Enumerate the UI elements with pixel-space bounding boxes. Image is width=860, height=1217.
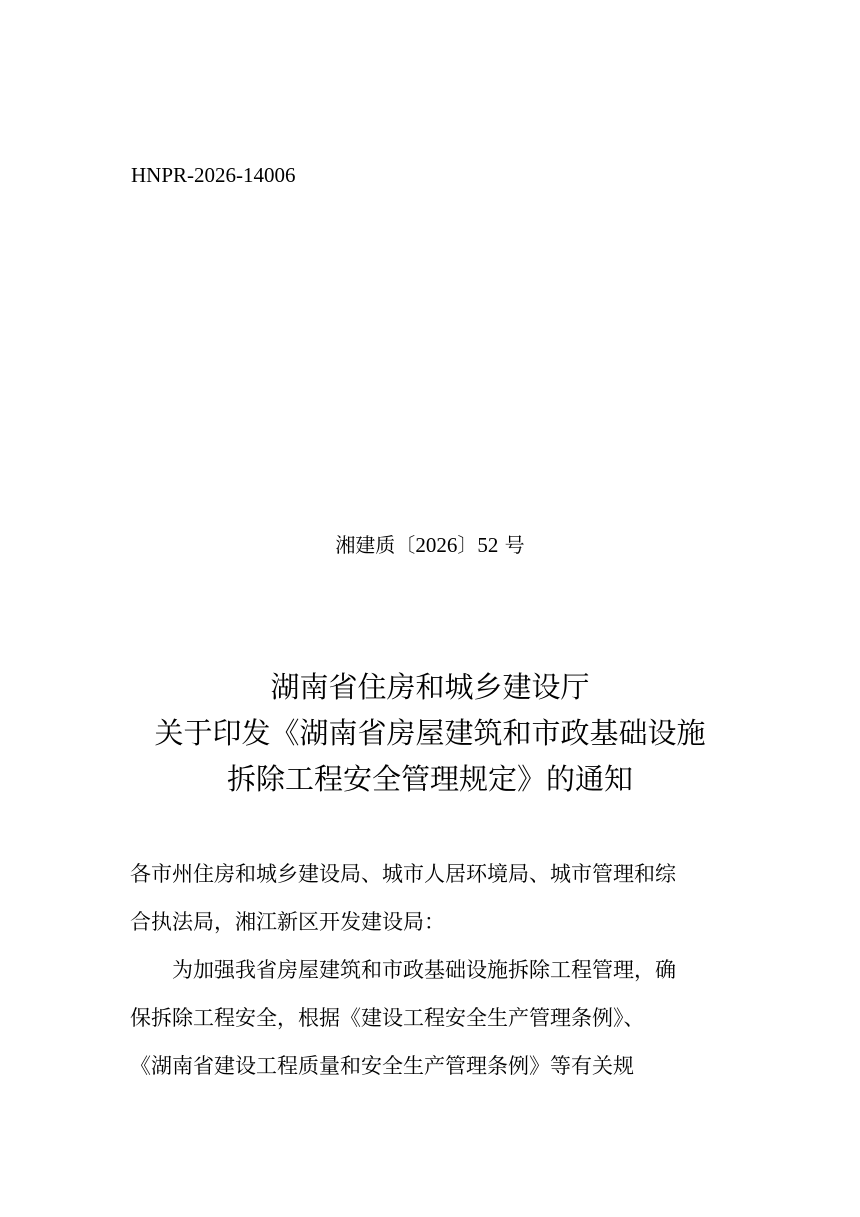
body-paragraph-line: 保拆除工程安全，根据《建设工程安全生产管理条例》、: [130, 1006, 645, 1030]
recipients-line: 合执法局，湘江新区开发建设局：: [130, 910, 445, 934]
document-body: [130, 850, 730, 1090]
document-code: HNPR-2026-14006: [131, 163, 296, 187]
document-number-suffix: 号: [504, 533, 525, 557]
body-paragraph-line: 《湖南省建设工程质量和安全生产管理条例》等有关规: [130, 1054, 634, 1078]
title-line: 湖南省住房和城乡建设厅: [270, 670, 590, 704]
title-line: 关于印发《湖南省房屋建筑和市政基础设施: [154, 716, 706, 750]
document-number-prefix: 湘建质〔: [335, 533, 416, 557]
document-number: [0, 530, 860, 560]
body-paragraph-line: 为加强我省房屋建筑和市政基础设施拆除工程管理，确: [172, 958, 676, 982]
recipients-line: 各市州住房和城乡建设局、城市人居环境局、城市管理和综: [130, 862, 676, 886]
document-number-mid: 〕: [457, 533, 478, 557]
document-title: [0, 664, 860, 802]
document-number-value: 52: [477, 533, 499, 557]
title-line: 拆除工程安全管理规定》的通知: [226, 762, 633, 796]
document-number-year: 2026: [415, 533, 458, 557]
